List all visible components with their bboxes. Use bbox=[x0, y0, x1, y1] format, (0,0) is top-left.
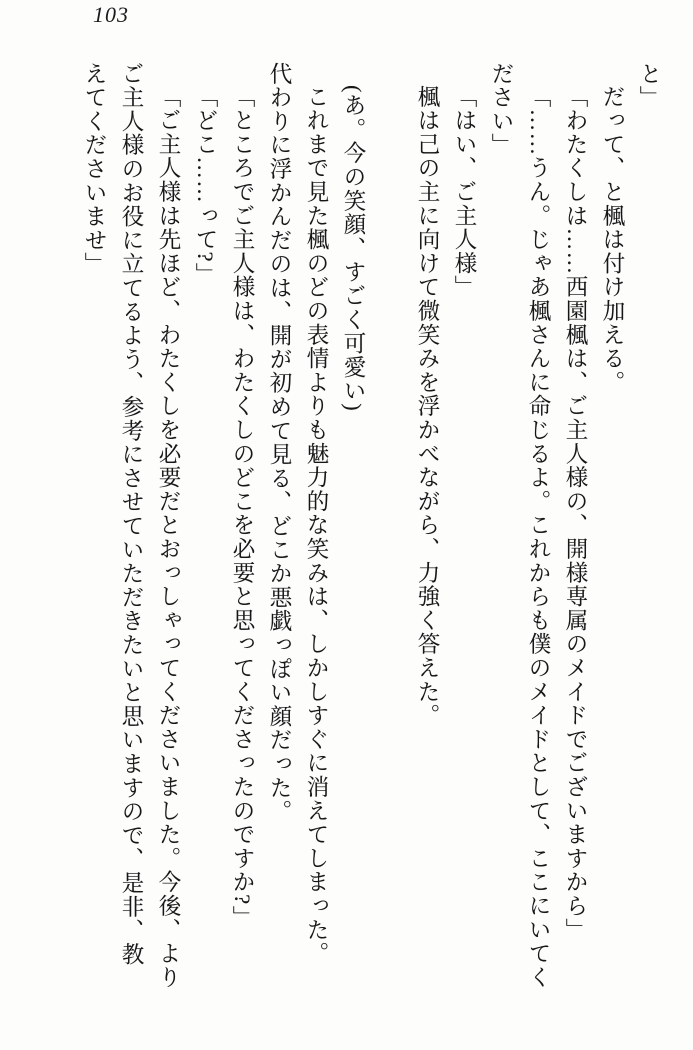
text-line: 「ご主人様は先ほど、わたくしを必要だとおっしゃってくださいました。今後、より bbox=[156, 84, 181, 990]
text-line: 「どこ……って?」 bbox=[193, 84, 218, 287]
text-line: 代わりに浮かんだのは、開が初めて見る、どこか悪戯っぽい顔だった。 bbox=[267, 62, 292, 824]
text-line: 「……うん。じゃあ楓さんに命じるよ。これからも僕のメイドとして、ここにいてく bbox=[526, 84, 551, 990]
text-line: (あ。今の笑顔、すごく可愛い) bbox=[341, 84, 366, 412]
text-line: ご主人様のお役に立てるよう、参考にさせていただきたいと思いますので、是非、教 bbox=[119, 62, 144, 967]
vertical-text-block bbox=[76, 62, 668, 1002]
blank-line bbox=[372, 62, 409, 1002]
text-line: 「ところでご主人様は、わたくしのどこを必要と思ってくださったのですか?」 bbox=[230, 84, 255, 930]
text-line: これまで見た楓のどの表情よりも魅力的な笑みは、しかしすぐに消えてしまった。 bbox=[304, 84, 329, 966]
text-line: 「わたくしは……西園楓は、ご主人様の、開様専属のメイドでございますから」 bbox=[563, 84, 588, 942]
text-line: 楓は己の主に向けて微笑みを浮かべながら、力強く答えた。 bbox=[415, 84, 440, 728]
text-line: だって、と楓は付け加える。 bbox=[600, 84, 625, 395]
page-number: 103 bbox=[93, 2, 129, 27]
text-line: えてくださいませ」 bbox=[82, 62, 107, 277]
text-line: と」 bbox=[637, 62, 662, 110]
text-line: 「はい、ご主人様」 bbox=[452, 84, 477, 300]
text-line: ださい」 bbox=[489, 62, 514, 158]
